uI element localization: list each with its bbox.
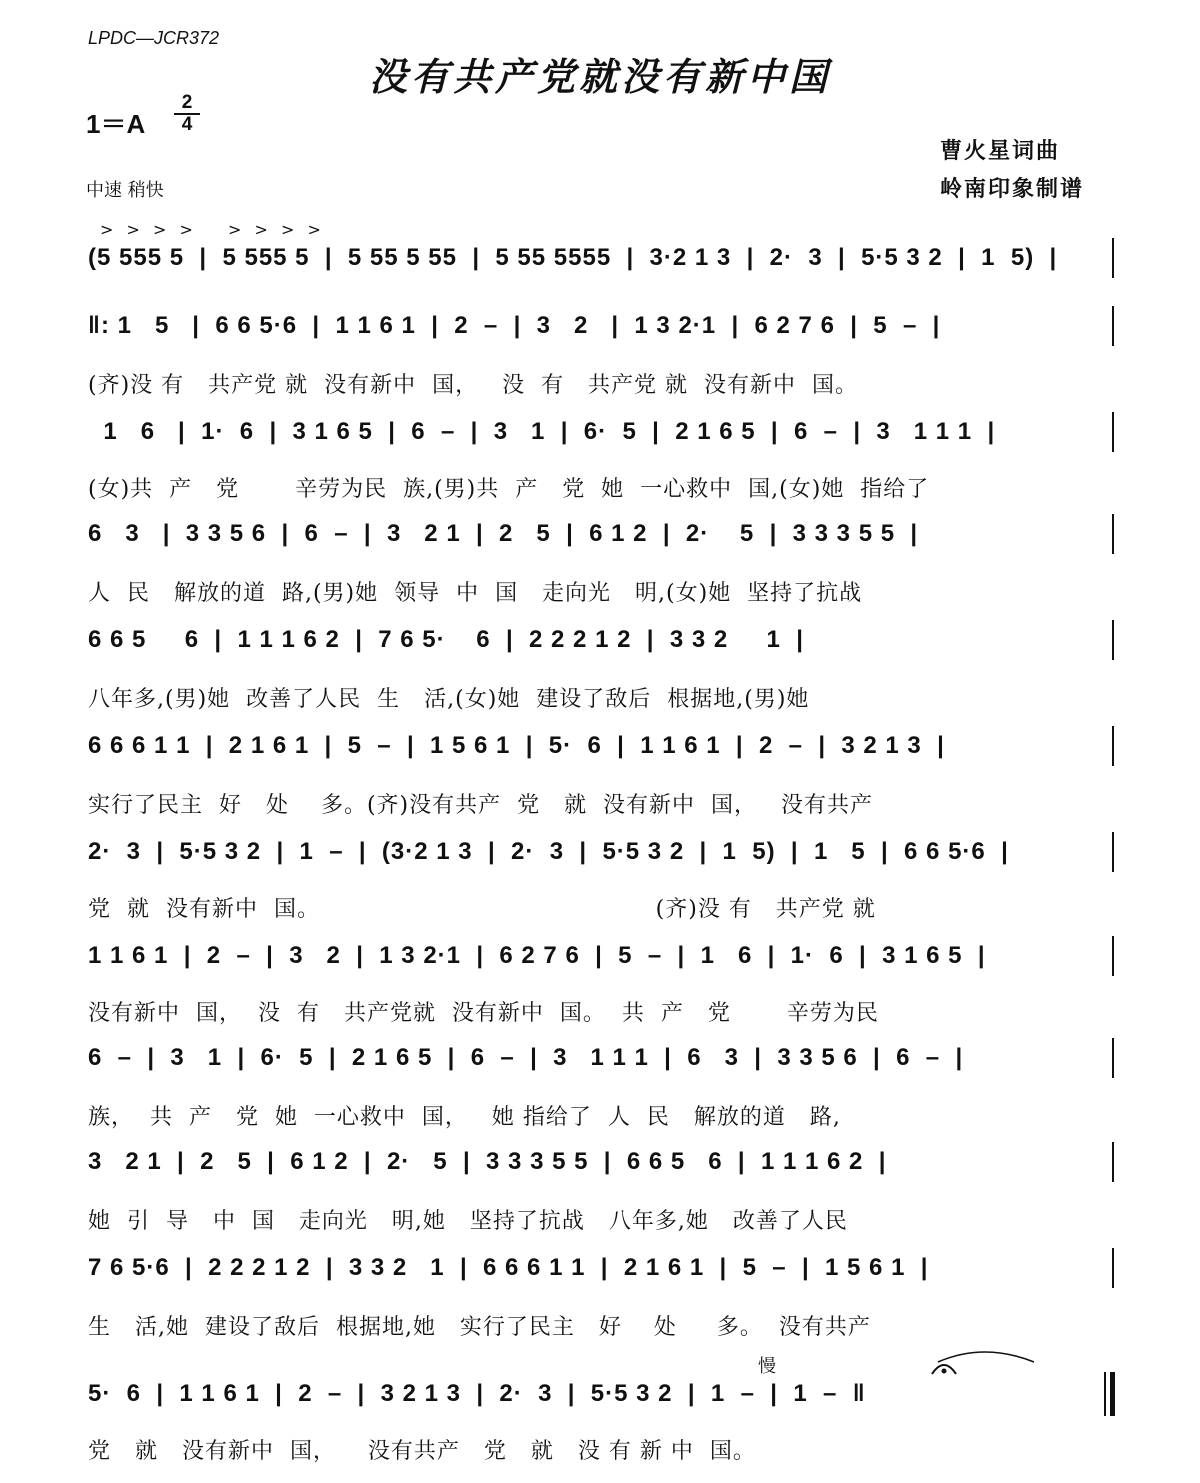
- end-barline-11: [1112, 1248, 1114, 1288]
- accent-marks-1: > > > >: [100, 220, 197, 239]
- time-signature: [174, 94, 200, 134]
- end-barline-5: [1112, 620, 1114, 660]
- time-bottom: 4: [181, 114, 193, 135]
- end-barline-2: [1112, 306, 1114, 346]
- notation-line-9: 6 – | 3 1 | 6· 5 | 2 1 6 5 | 6 – | 3 1 1 1 | 6 3 | 3 3 5 6 | 6 – |: [88, 1044, 964, 1071]
- notation-line-10: 3 2 1 | 2 5 | 6 1 2 | 2· 5 | 3 3 3 5 5 | 6 6 5 6 | 1 1 1 6 2 |: [88, 1148, 887, 1175]
- lyrics-line-2: (齐)没 有 共产党 就 没有新中 国， 没 有 共产党 就 没有新中 国。: [88, 373, 859, 398]
- lyrics-line-4: 人 民 解放的道 路,(男)她 领导 中 国 走向光 明,(女)她 坚持了抗战: [88, 581, 863, 606]
- notation-line-3: 1 6 | 1· 6 | 3 1 6 5 | 6 – | 3 1 | 6· 5 | 2 1 6 5 | 6 – | 3 1 1 1 |: [88, 418, 996, 445]
- final-barline-thin: [1104, 1372, 1106, 1416]
- lyrics-line-6: 实行了民主 好 处 多。(齐)没有共产 党 就 没有新中 国， 没有共产: [88, 793, 874, 818]
- lyrics-line-12: 党 就 没有新中 国， 没有共产 党 就 没 有 新 中 国。: [88, 1439, 756, 1464]
- end-barline-4: [1112, 514, 1114, 554]
- notation-line-4: 6 3 | 3 3 5 6 | 6 – | 3 2 1 | 2 5 | 6 1 2 | 2· 5 | 3 3 3 5 5 |: [88, 520, 919, 547]
- fermata-tie-icon: [924, 1346, 1044, 1386]
- end-barline-8: [1112, 936, 1114, 976]
- notation-line-6: 6 6 6 1 1 | 2 1 6 1 | 5 – | 1 5 6 1 | 5· 6 | 1 1 6 1 | 2 – | 3 2 1 3 |: [88, 732, 945, 759]
- time-top: 2: [181, 92, 193, 113]
- lyrics-line-7: 党 就 没有新中 国。 (齐)没 有 共产党 就: [88, 897, 876, 922]
- end-barline-10: [1112, 1142, 1114, 1182]
- end-barline-7: [1112, 832, 1114, 872]
- accent-marks-2: > > > >: [228, 220, 325, 239]
- slow-marking: 慢: [758, 1356, 776, 1377]
- lyrics-line-3: (女)共 产 党 辛劳为民 族,(男)共 产 党 她 一心救中 国,(女)她 指给了: [88, 477, 930, 502]
- notation-line-2: ‖: 1 5 | 6 6 5·6 | 1 1 6 1 | 2 – | 3 2 | 1 3 2·1 | 6 2 7 6 | 5 – |: [88, 312, 941, 339]
- end-barline-1: [1112, 238, 1114, 278]
- final-barline-thick: [1110, 1372, 1115, 1416]
- notation-line-7: 2· 3 | 5·5 3 2 | 1 – | (3·2 1 3 | 2· 3 | 5·5 3 2 | 1 5) | 1 5 | 6 6 5·6 |: [88, 838, 1009, 865]
- lyrics-line-5: 八年多,(男)她 改善了人民 生 活,(女)她 建设了敌后 根据地,(男)她: [88, 687, 810, 712]
- key-signature: 1＝A: [86, 109, 146, 139]
- song-title: 没有共产党就没有新中国: [368, 54, 831, 99]
- arranger-credit: 岭南印象制谱: [940, 176, 1085, 202]
- notation-line-12: 5· 6 | 1 1 6 1 | 2 – | 3 2 1 3 | 2· 3 | 5·5 3 2 | 1 – | 1 – ‖: [88, 1380, 866, 1407]
- lyrics-line-8: 没有新中 国， 没 有 共产党就 没有新中 国。 共 产 党 辛劳为民: [88, 1001, 879, 1026]
- notation-line-5: 6 6 5 6 | 1 1 1 6 2 | 7 6 5· 6 | 2 2 2 1 2 | 3 3 2 1 |: [88, 626, 804, 653]
- author-credit: 曹火星词曲: [940, 138, 1061, 164]
- notation-line-11: 7 6 5·6 | 2 2 2 1 2 | 3 3 2 1 | 6 6 6 1 1 | 2 1 6 1 | 5 – | 1 5 6 1 |: [88, 1254, 929, 1281]
- end-barline-3: [1112, 412, 1114, 452]
- notation-line-1: (5 555 5 | 5 555 5 | 5 55 5 55 | 5 55 5555 | 3·2 1 3 | 2· 3 | 5·5 3 2 | 1 5) |: [88, 244, 1058, 271]
- tempo-marking: 中速 稍快: [86, 180, 164, 201]
- lyrics-line-10: 她 引 导 中 国 走向光 明,她 坚持了抗战 八年多,她 改善了人民: [88, 1209, 848, 1234]
- lyrics-line-11: 生 活,她 建设了敌后 根据地,她 实行了民主 好 处 多。 没有共产: [88, 1315, 871, 1340]
- end-barline-9: [1112, 1038, 1114, 1078]
- notation-line-8: 1 1 6 1 | 2 – | 3 2 | 1 3 2·1 | 6 2 7 6 | 5 – | 1 6 | 1· 6 | 3 1 6 5 |: [88, 942, 986, 969]
- lyrics-line-9: 族， 共 产 党 她 一心救中 国， 她 指给了 人 民 解放的道 路,: [88, 1105, 841, 1130]
- end-barline-6: [1112, 726, 1114, 766]
- score-code: LPDC—JCR372: [88, 28, 220, 48]
